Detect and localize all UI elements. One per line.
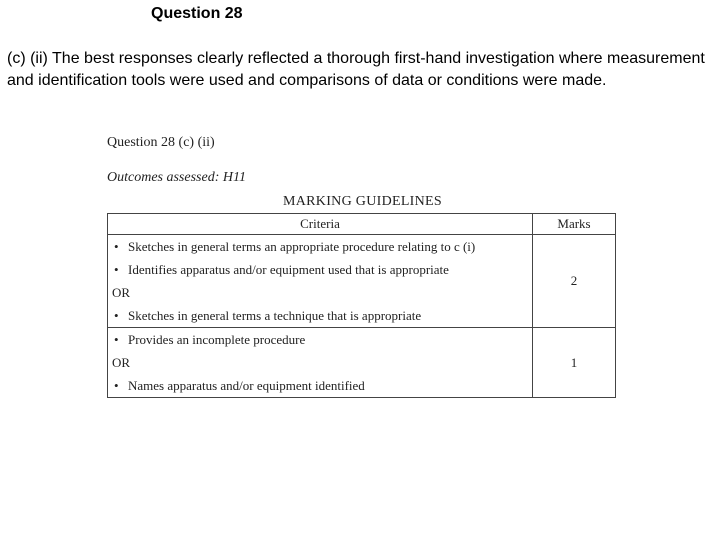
marking-guidelines-scan <box>100 130 630 410</box>
table-row <box>108 235 616 328</box>
criteria-bullet: • Names apparatus and/or equipment identified <box>112 374 532 397</box>
marking-guidelines-title: MARKING GUIDELINES <box>283 194 442 209</box>
criteria-bullet: • Sketches in general terms an appropriate procedure relating to c (i) <box>112 235 532 258</box>
criteria-bullet: • Identifies apparatus and/or equipment used that is appropriate <box>112 258 532 281</box>
outcomes-assessed: Outcomes assessed: H11 <box>107 170 246 185</box>
criteria-bullet: • Provides an incomplete procedure <box>112 328 532 351</box>
table-body <box>108 235 616 398</box>
question-heading: Question 28 <box>151 5 243 22</box>
marking-guidelines-table <box>107 213 616 398</box>
mark-cell: 1 <box>533 328 616 398</box>
criteria-header: Criteria <box>108 214 533 235</box>
marks-header: Marks <box>533 214 616 235</box>
table-header-row <box>108 214 616 235</box>
mark-cell: 2 <box>533 235 616 328</box>
criteria-cell <box>108 235 533 328</box>
scan-question-title: Question 28 (c) (ii) <box>107 135 215 150</box>
criteria-bullet: • Sketches in general terms a technique that is appropriate <box>112 304 532 327</box>
intro-paragraph: (c) (ii) The best responses clearly reflected a thorough first-hand investigation where measurement and identification tools were used and comparisons of data or conditions were made. <box>7 50 705 89</box>
criteria-or: OR <box>112 355 131 370</box>
criteria-or: OR <box>112 285 131 300</box>
table-row <box>108 328 616 398</box>
criteria-cell <box>108 328 533 398</box>
